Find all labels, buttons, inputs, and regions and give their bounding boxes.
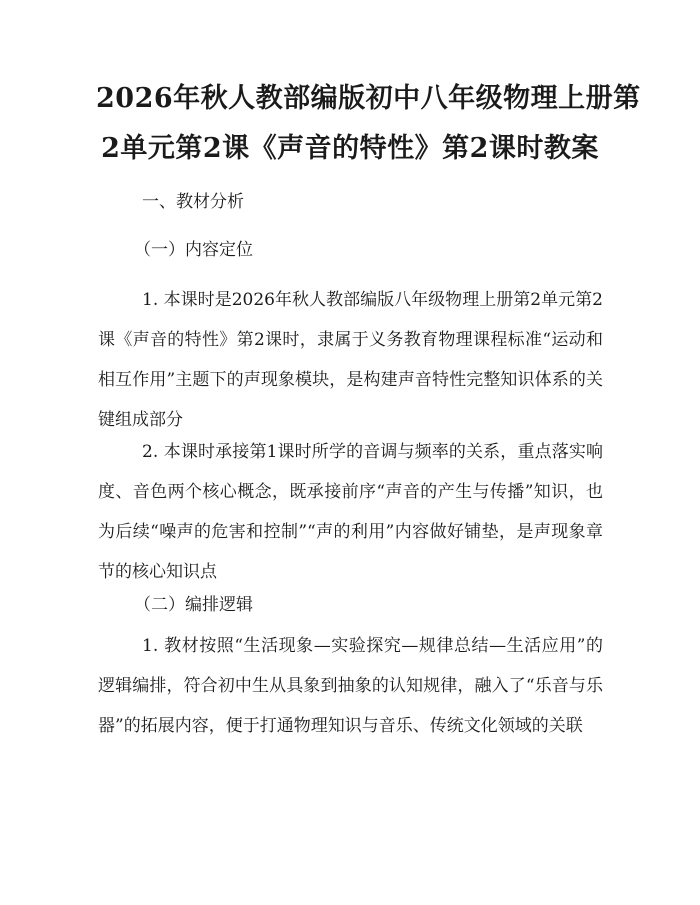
document-title-line-1: 2026年秋人教部编版初中八年级物理上册第 bbox=[96, 83, 641, 114]
subsection-heading-arrangement-logic: （二）编排逻辑 bbox=[134, 595, 253, 615]
paragraph-arrangement-logic-1: 1. 教材按照“生活现象—实验探究—规律总结—生活应用”的逻辑编排，符合初中生从具象到抽象的认知规律，融入了“乐音与乐器”的拓展内容，便于打通物理知识与音乐、传统文化领域的关联 bbox=[98, 636, 603, 736]
subsection-heading-content-positioning: （一）内容定位 bbox=[134, 240, 253, 260]
paragraph-content-positioning-1: 1. 本课时是2026年秋人教部编版八年级物理上册第2单元第2课《声音的特性》第2课时，隶属于义务教育物理课程标准“运动和相互作用”主题下的声现象模块，是构建声音特性完整知识体系的关键组成部分 bbox=[98, 290, 603, 430]
paragraph-content-positioning-2: 2. 本课时承接第1课时所学的音调与频率的关系，重点落实响度、音色两个核心概念，既承接前序“声音的产生与传播”知识，也为后续“噪声的危害和控制”“声的利用”内容做好铺垫，是声现象章节的核心知识点 bbox=[98, 442, 603, 582]
document-title-line-2: 2单元第2课《声音的特性》第2课时教案 bbox=[101, 133, 599, 164]
section-heading-textbook-analysis: 一、教材分析 bbox=[142, 192, 244, 212]
